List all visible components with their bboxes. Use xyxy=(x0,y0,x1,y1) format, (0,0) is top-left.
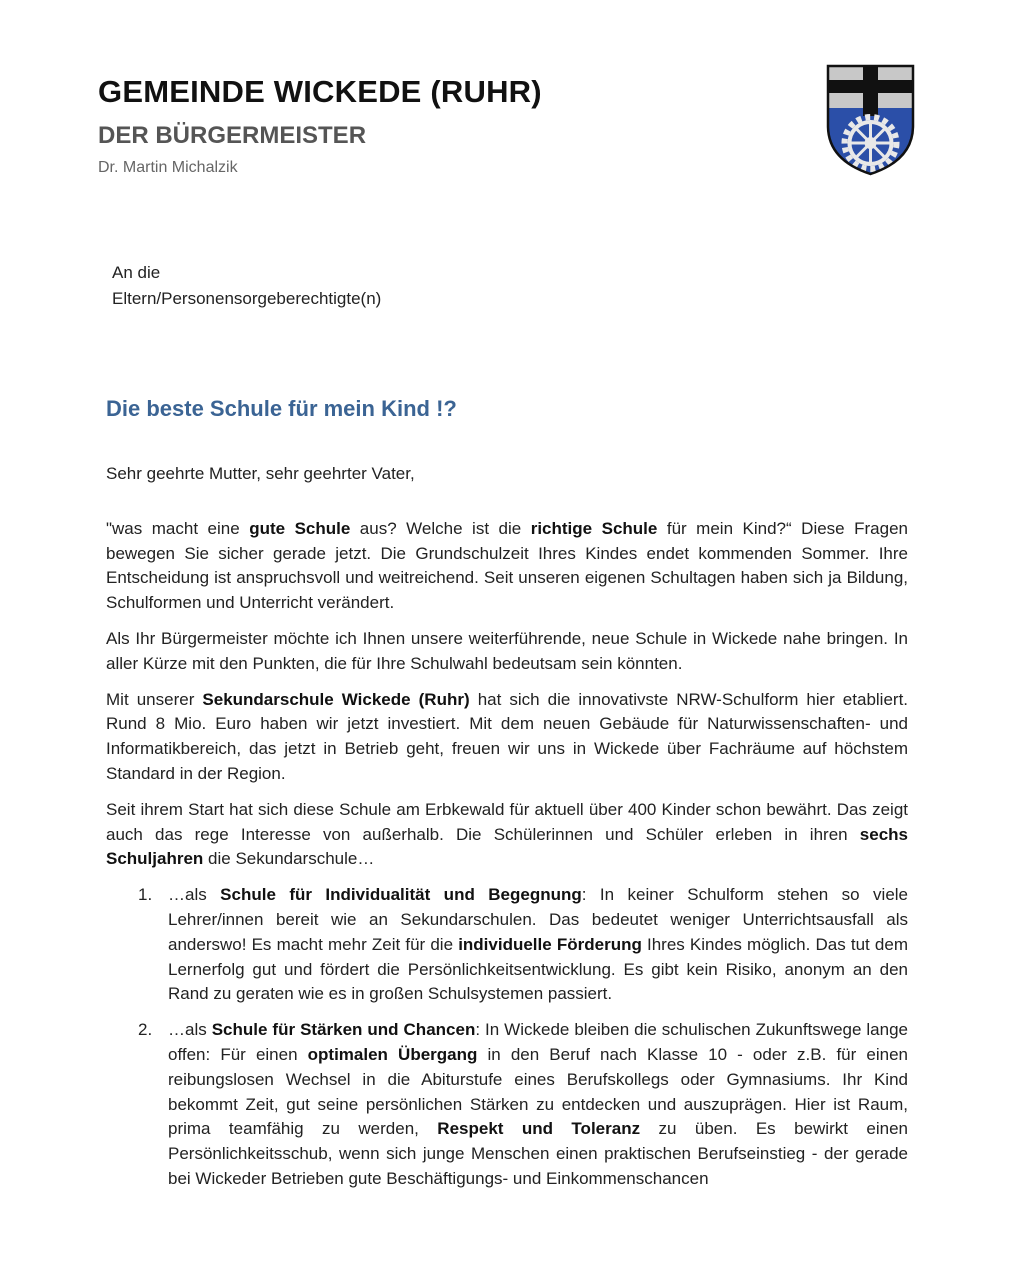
list-number: 1. xyxy=(138,885,153,905)
list-item: 2. …als Schule für Stärken und Chancen: In Wickede bleiben die schulischen Zukunftswege lange offen: Für einen optimalen Übergang in den Beruf nach Klasse 10 - oder z.B. für einen reibungslosen Wechsel in die Abiturstufe eines Berufskollegs oder Gymnasiums. Ihr Kind bekommt Zeit, gut seine persönlichen Stärken zu entdecken und auszuprägen. Hier ist Raum, prima teamfähig zu werden, Respekt und Toleranz zu üben. Es bewirkt einen Persönlichkeitsschub, wenn sich junge Menschen einen praktischen Berufseinstieg - der gerade bei Wickeder Betrieben gute Beschäftigungs- und Einkommenschancen xyxy=(138,1020,908,1188)
mayor-name: Dr. Martin Michalzik xyxy=(98,159,238,176)
paragraph: "was macht eine gute Schule aus? Welche ist die richtige Schule für mein Kind?“ Diese Fragen bewegen Sie sicher gerade jetzt. Die Grundschulzeit Ihres Kindes endet kommenden Sommer. Ihre Entscheidung ist anspruchsvoll und weitreichend. Seit unseren eigenen Schultagen haben sich ja Bildung, Schulformen und Unterricht verändert. xyxy=(106,518,908,613)
numbered-list xyxy=(106,883,908,1192)
recipient-line: An die xyxy=(112,263,161,282)
paragraph: Seit ihrem Start hat sich diese Schule am Erbkewald für aktuell über 400 Kinder schon bewährt. Das zeigt auch das rege Interesse von außerhalb. Die Schülerinnen und Schüler erleben in ihren sechs Schuljahren die Sekundarschule… xyxy=(106,799,908,869)
recipient-line: Eltern/Personensorgeberechtigte(n) xyxy=(112,289,382,308)
coat-of-arms-icon xyxy=(826,64,915,176)
list-item: 1. …als Schule für Individualität und Begegnung: In keiner Schulform stehen so viele Lehrer/innen bereit wie an Sekundarschulen. Das bedeutet weniger Unterrichtsausfall als anderswo! Es macht mehr Zeit für die individuelle Förderung Ihres Kindes möglich. Das tut dem Lernerfolg gut und fördert die Persönlichkeitsentwicklung. Es gibt kein Risiko, anonym an den Rand zu geraten wie es in großen Schulsystemen passiert. xyxy=(138,885,909,1004)
letter-body xyxy=(106,462,908,1203)
letter-heading: Die beste Schule für mein Kind !? xyxy=(106,396,457,421)
paragraph: Als Ihr Bürgermeister möchte ich Ihnen unsere weiterführende, neue Schule in Wickede nahe bringen. In aller Kürze mit den Punkten, die für Ihre Schulwahl bedeutsam sein könnten. xyxy=(106,628,908,673)
recipient-block xyxy=(112,260,381,312)
list-number: 2. xyxy=(138,1020,153,1040)
office-title: DER BÜRGERMEISTER xyxy=(98,122,367,149)
municipality-title: GEMEINDE WICKEDE (RUHR) xyxy=(98,74,542,109)
paragraph: Mit unserer Sekundarschule Wickede (Ruhr) hat sich die innovativste NRW-Schulform hier etabliert. Rund 8 Mio. Euro haben wir jetzt investiert. Mit dem neuen Gebäude für Naturwissenschaften- und Informatikbereich, das jetzt in Betrieb geht, freuen wir uns in Wickede über Fachräume auf höchstem Standard in der Region. xyxy=(106,689,909,783)
salutation: Sehr geehrte Mutter, sehr geehrter Vater, xyxy=(106,464,415,483)
